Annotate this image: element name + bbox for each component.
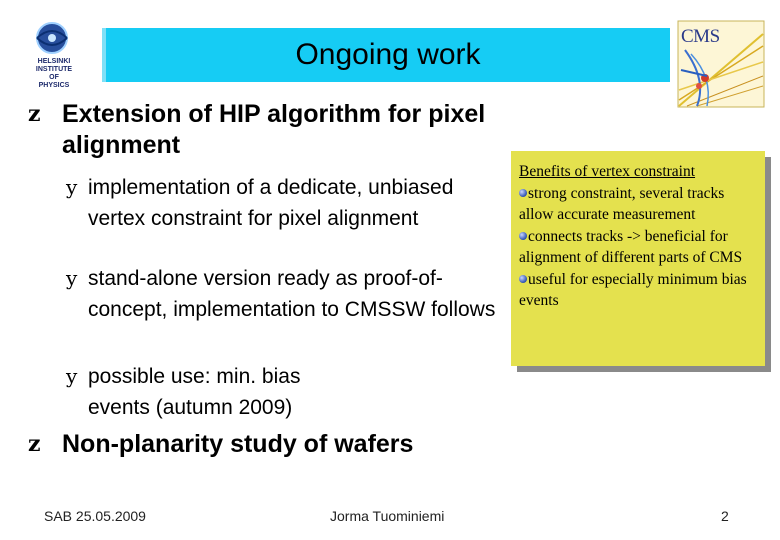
callout-item [519,226,757,269]
bullet-extension-hip [28,99,498,161]
subbullet-possible-use [66,361,506,423]
subbullet-text: implementation of a dedicate, unbiased vertex constraint for pixel alignment [88,176,454,230]
callout-item-text: connects tracks -> beneficial for alignment of different parts of CMS [519,227,743,266]
bullet-text: Extension of HIP algorithm for pixel alignment [62,100,486,159]
cms-logo [677,20,765,108]
bullet-y-icon: y [66,266,78,290]
benefits-callout [511,151,765,366]
cms-logo-text: CMS [681,26,720,47]
subbullet-text: stand-alone version ready as proof-of-concept, implementation to CMSSW follows [88,267,496,321]
subbullet-standalone [66,263,506,325]
slide-title-bar [102,28,670,82]
bullet-non-planarity [28,429,498,460]
institute-name-line: OF [49,74,59,81]
callout-item [519,183,757,226]
institute-name-line: INSTITUTE [35,66,73,73]
callout-title: Benefits of vertex constraint [519,163,696,180]
callout-item-text: strong constraint, several tracks allow accurate measurement [519,184,725,223]
footer-page-number: 2 [721,508,729,524]
bullet-dot-icon [519,275,527,283]
callout-item [519,269,757,312]
subbullet-text: possible use: min. bias events (autumn 2009) [88,365,301,419]
footer-date: SAB 25.05.2009 [44,508,146,524]
institute-name-line: PHYSICS [38,82,70,89]
bullet-y-icon: y [66,364,78,388]
bullet-text: Non-planarity study of wafers [62,430,414,458]
bullet-z-icon: z [28,101,41,127]
subbullet-implementation [66,172,506,234]
bullet-y-icon: y [66,175,78,199]
callout-item-text: useful for especially minimum bias events [519,270,747,309]
bullet-z-icon: z [28,431,41,457]
bullet-dot-icon [519,189,527,197]
footer-author: Jorma Tuominiemi [330,508,445,524]
bullet-dot-icon [519,232,527,240]
institute-name [14,58,94,90]
slide-title: Ongoing work [295,38,481,71]
institute-name-line: HELSINKI [37,58,71,65]
helsinki-institute-logo [14,16,94,94]
